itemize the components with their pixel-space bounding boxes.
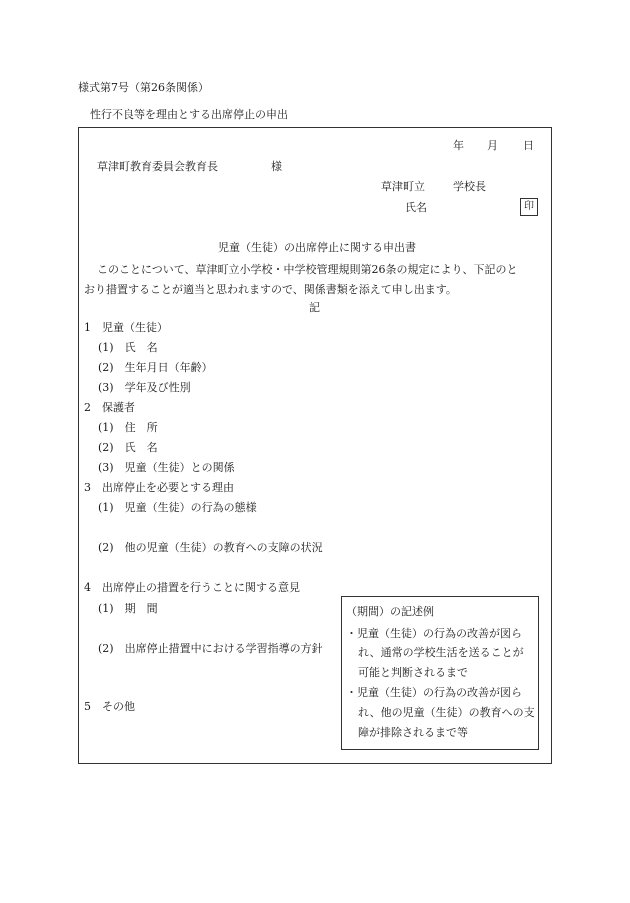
item-1-3-grade-gender: (3) 学年及び性別 — [98, 381, 191, 394]
item-3-reason: 3 出席停止を必要とする理由 — [84, 481, 234, 494]
addressee-honorific: 様 — [271, 160, 282, 173]
form-number: 様式第7号（第26条関係） — [78, 81, 209, 94]
note-title: （期間）の記述例 — [346, 605, 434, 618]
note-bullet2-line2: れ、他の児童（生徒）の教育への支 — [358, 706, 535, 719]
school-prefix: 草津町立 — [381, 180, 425, 193]
body-paragraph-line1: このことについて、草津町立小学校・中学校管理規則第26条の規定により、下記のと — [97, 263, 518, 276]
document-title: 性行不良等を理由とする出席停止の申出 — [90, 108, 288, 121]
item-5-other: 5 その他 — [84, 700, 135, 713]
principal-label: 学校長 — [453, 180, 486, 193]
item-4-2-guidance: (2) 出席停止措置中における学習指導の方針 — [98, 642, 323, 655]
item-3-1-behavior: (1) 児童（生徒）の行為の態様 — [98, 501, 257, 514]
note-bullet2-line3: 障が排除されるまで等 — [358, 726, 468, 739]
item-2-2-name: (2) 氏 名 — [98, 441, 158, 454]
item-4-opinion: 4 出席停止の措置を行うことに関する意見 — [84, 581, 300, 594]
item-2-1-address: (1) 住 所 — [98, 421, 158, 434]
ki-mark: 記 — [309, 301, 320, 314]
date-year-label: 年 — [453, 139, 464, 152]
body-paragraph-line2: おり措置することが適当と思われますので、関係書類を添えて申し出ます。 — [84, 283, 457, 296]
name-label: 氏名 — [405, 201, 427, 214]
date-month-label: 月 — [487, 139, 498, 152]
item-2-guardian: 2 保護者 — [84, 401, 135, 414]
note-bullet1-line1: ・児童（生徒）の行為の改善が図ら — [346, 627, 522, 640]
application-heading: 児童（生徒）の出席停止に関する申出書 — [218, 241, 416, 254]
item-4-1-period: (1) 期 間 — [98, 602, 158, 615]
note-bullet1-line3: 可能と判断されるまで — [358, 666, 468, 679]
note-bullet1-line2: れ、通常の学校生活を送ることが — [358, 646, 524, 659]
addressee: 草津町教育委員会教育長 — [97, 160, 218, 173]
item-2-3-relation: (3) 児童（生徒）との関係 — [98, 461, 235, 474]
item-3-2-impact: (2) 他の児童（生徒）の教育への支障の状況 — [98, 541, 323, 554]
item-1-2-birthdate: (2) 生年月日（年齢） — [98, 361, 213, 374]
seal-mark: 印 — [520, 198, 538, 216]
item-1-child: 1 児童（生徒） — [84, 321, 168, 334]
date-day-label: 日 — [523, 139, 534, 152]
note-bullet2-line1: ・児童（生徒）の行為の改善が図ら — [346, 686, 522, 699]
item-1-1-name: (1) 氏 名 — [98, 341, 158, 354]
